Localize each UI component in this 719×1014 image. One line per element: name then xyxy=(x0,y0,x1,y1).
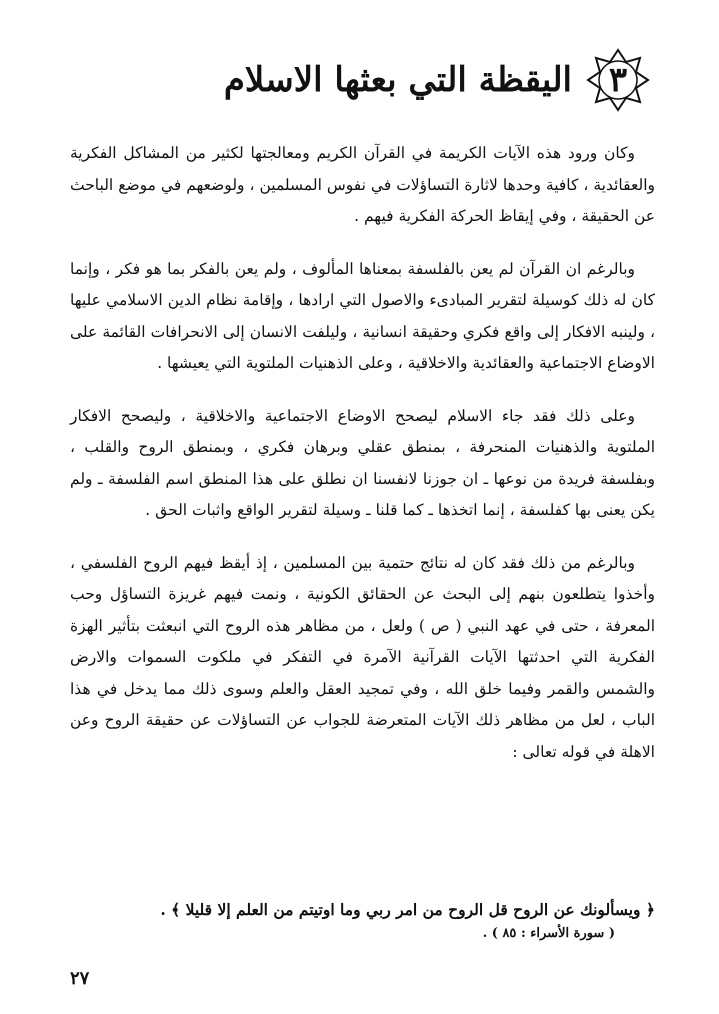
quran-quote xyxy=(70,898,655,946)
paragraph: وعلى ذلك فقد جاء الاسلام ليصحح الاوضاع الاجتماعية والاخلاقية ، وليصحح الافكار الملتوية والذهنيات المنحرفة ، بمنطق عقلي وبرهان فكري ، وبمنطق الروح والقلب ، وبفلسفة فريدة من نوعها ـ ان جوزنا لانفسنا ان نطلق على هذا المنطق اسم الفلسفة ـ ولم يكن يعنى بها كفلسفة ، إنما اتخذها ـ كما قلنا ـ وسيلة لتقرير الواقع واثبات الحق . xyxy=(70,406,655,519)
quote-reference: ( سورة الأسراء : ٨٥ ) . xyxy=(482,926,615,941)
paragraph: وبالرغم ان القرآن لم يعن بالفلسفة بمعناها المألوف ، ولم يعن بالفكر بما هو فكر ، وإنما كان له ذلك كوسيلة لتقرير المبادىء والاصول التي ارادها ، وإقامة نظام الدين الاسلامي عليها ، ولينبه الافكار إلى واقع فكري وحقيقة انسانية ، وليلفت الانسان إلى الانحرافات القائمة على الاوضاع الاجتماعية والعقائدية والاخلاقية ، وعلى الذهنيات الملتوية التي يعيشها . xyxy=(70,259,655,372)
quote-text: ﴿ ويسألونك عن الروح قل الروح من امر ربي وما اوتيتم من العلم إلا قليلا ﴾ . xyxy=(160,900,655,919)
page-number: ٢٧ xyxy=(70,968,90,989)
chapter-number: ٣ xyxy=(608,60,628,100)
body-text xyxy=(70,138,655,789)
chapter-number-badge xyxy=(586,48,650,112)
paragraph: وكان ورود هذه الآيات الكريمة في القرآن الكريم ومعالجتها لكثير من المشاكل الفكرية والعقائدية ، كافية وحدها لاثارة التساؤلات في نفوس المسلمين ، ولوضعهم في موضع الباحث عن الحقيقة ، وفي إيقاظ الحركة الفكرية فيهم . xyxy=(70,144,655,225)
chapter-header xyxy=(150,40,650,120)
chapter-title: اليقظة التي بعثها الاسلام xyxy=(223,60,572,100)
paragraph: وبالرغم من ذلك فقد كان له نتائج حتمية بين المسلمين ، إذ أيقظ فيهم الروح الفلسفي ، وأخذوا يتطلعون بنهم إلى البحث عن الحقائق الكونية ، ونمت فيهم غريزة التساؤل وحب المعرفة ، حتى في عهد النبي ( ص ) ولعل ، من مظاهر هذه الروح التي انبعثت بتأثير الهزة الفكرية التي احدثتها الآيات القرآنية الآمرة في التفكر في ملكوت السموات والارض والشمس والقمر وفيما خلق الله ، وفي تمجيد العقل والعلم وسوى ذلك مما يدخل في هذا الباب ، لعل من مظاهر ذلك الآيات المتعرضة للجواب عن التساؤلات عن حقيقة الروح وعن الاهلة في قوله تعالى : xyxy=(70,553,655,761)
